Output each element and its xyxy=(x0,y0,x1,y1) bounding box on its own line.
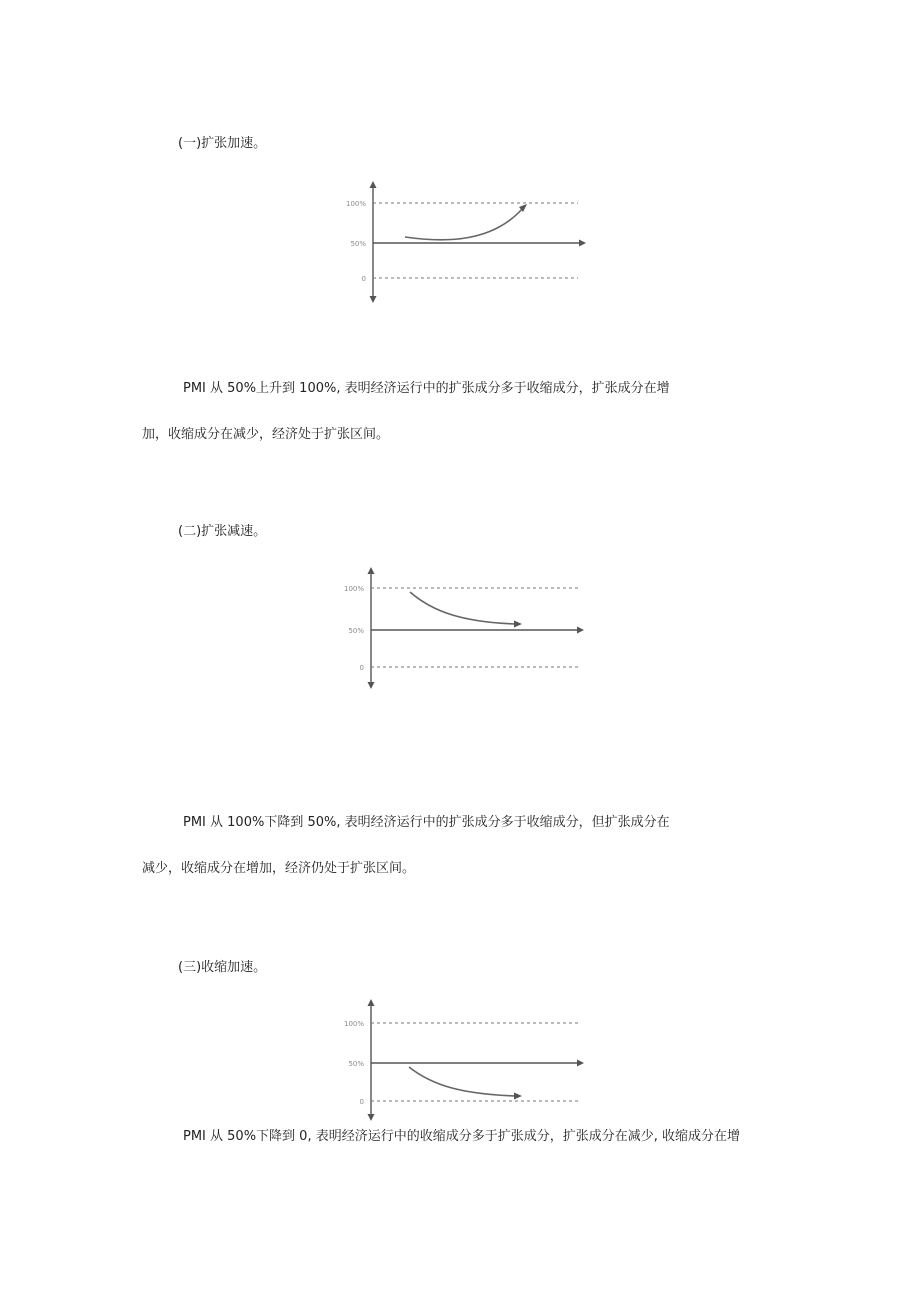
y-axis-arrow-down xyxy=(370,296,377,303)
tick-label-0: 0 xyxy=(359,1098,364,1106)
tick-label-50: 50% xyxy=(350,240,366,248)
y-axis-arrow-up xyxy=(368,567,375,574)
paragraph-2-line-1: PMI 从 100%下降到 50%, 表明经济运行中的扩张成分多于收缩成分，但扩张成分在 xyxy=(183,815,670,830)
line-50-arrow xyxy=(577,627,584,634)
paragraph-1-line-2: 加，收缩成分在减少，经济处于扩张区间。 xyxy=(142,427,390,442)
pmi-diagram-expansion-decelerating xyxy=(333,566,593,690)
tick-label-0: 0 xyxy=(361,275,366,283)
tick-label-100: 100% xyxy=(343,1020,364,1028)
paragraph-3-line-1: PMI 从 50%下降到 0, 表明经济运行中的收缩成分多于扩张成分，扩张成分在减少, 收缩成分在增 xyxy=(183,1129,740,1144)
y-axis-arrow-up xyxy=(368,999,375,1006)
trend-curve-rising xyxy=(405,208,523,240)
tick-label-50: 50% xyxy=(348,627,364,635)
paragraph-1-line-1: PMI 从 50%上升到 100%, 表明经济运行中的扩张成分多于收缩成分，扩张成分在增 xyxy=(183,381,670,396)
section-heading-3: (三)收缩加速。 xyxy=(178,960,267,975)
tick-label-0: 0 xyxy=(359,664,364,672)
trend-curve-arrowhead xyxy=(514,1093,522,1100)
section-heading-2: (二)扩张减速。 xyxy=(178,524,267,539)
tick-label-100: 100% xyxy=(345,200,366,208)
line-50-arrow xyxy=(577,1060,584,1067)
pmi-diagram-contraction-accelerating xyxy=(333,998,593,1122)
y-axis-arrow-down xyxy=(368,682,375,689)
paragraph-2-line-2: 减少，收缩成分在增加，经济仍处于扩张区间。 xyxy=(142,861,416,876)
line-50-arrow xyxy=(579,240,586,247)
y-axis-arrow-up xyxy=(370,181,377,188)
trend-curve-falling xyxy=(409,1067,515,1096)
tick-label-100: 100% xyxy=(343,585,364,593)
tick-label-50: 50% xyxy=(348,1060,364,1068)
trend-curve-arrowhead xyxy=(514,621,522,628)
section-heading-1: (一)扩张加速。 xyxy=(178,136,267,151)
pmi-diagram-expansion-accelerating xyxy=(335,180,595,304)
trend-curve-falling xyxy=(410,592,515,624)
y-axis-arrow-down xyxy=(368,1114,375,1121)
